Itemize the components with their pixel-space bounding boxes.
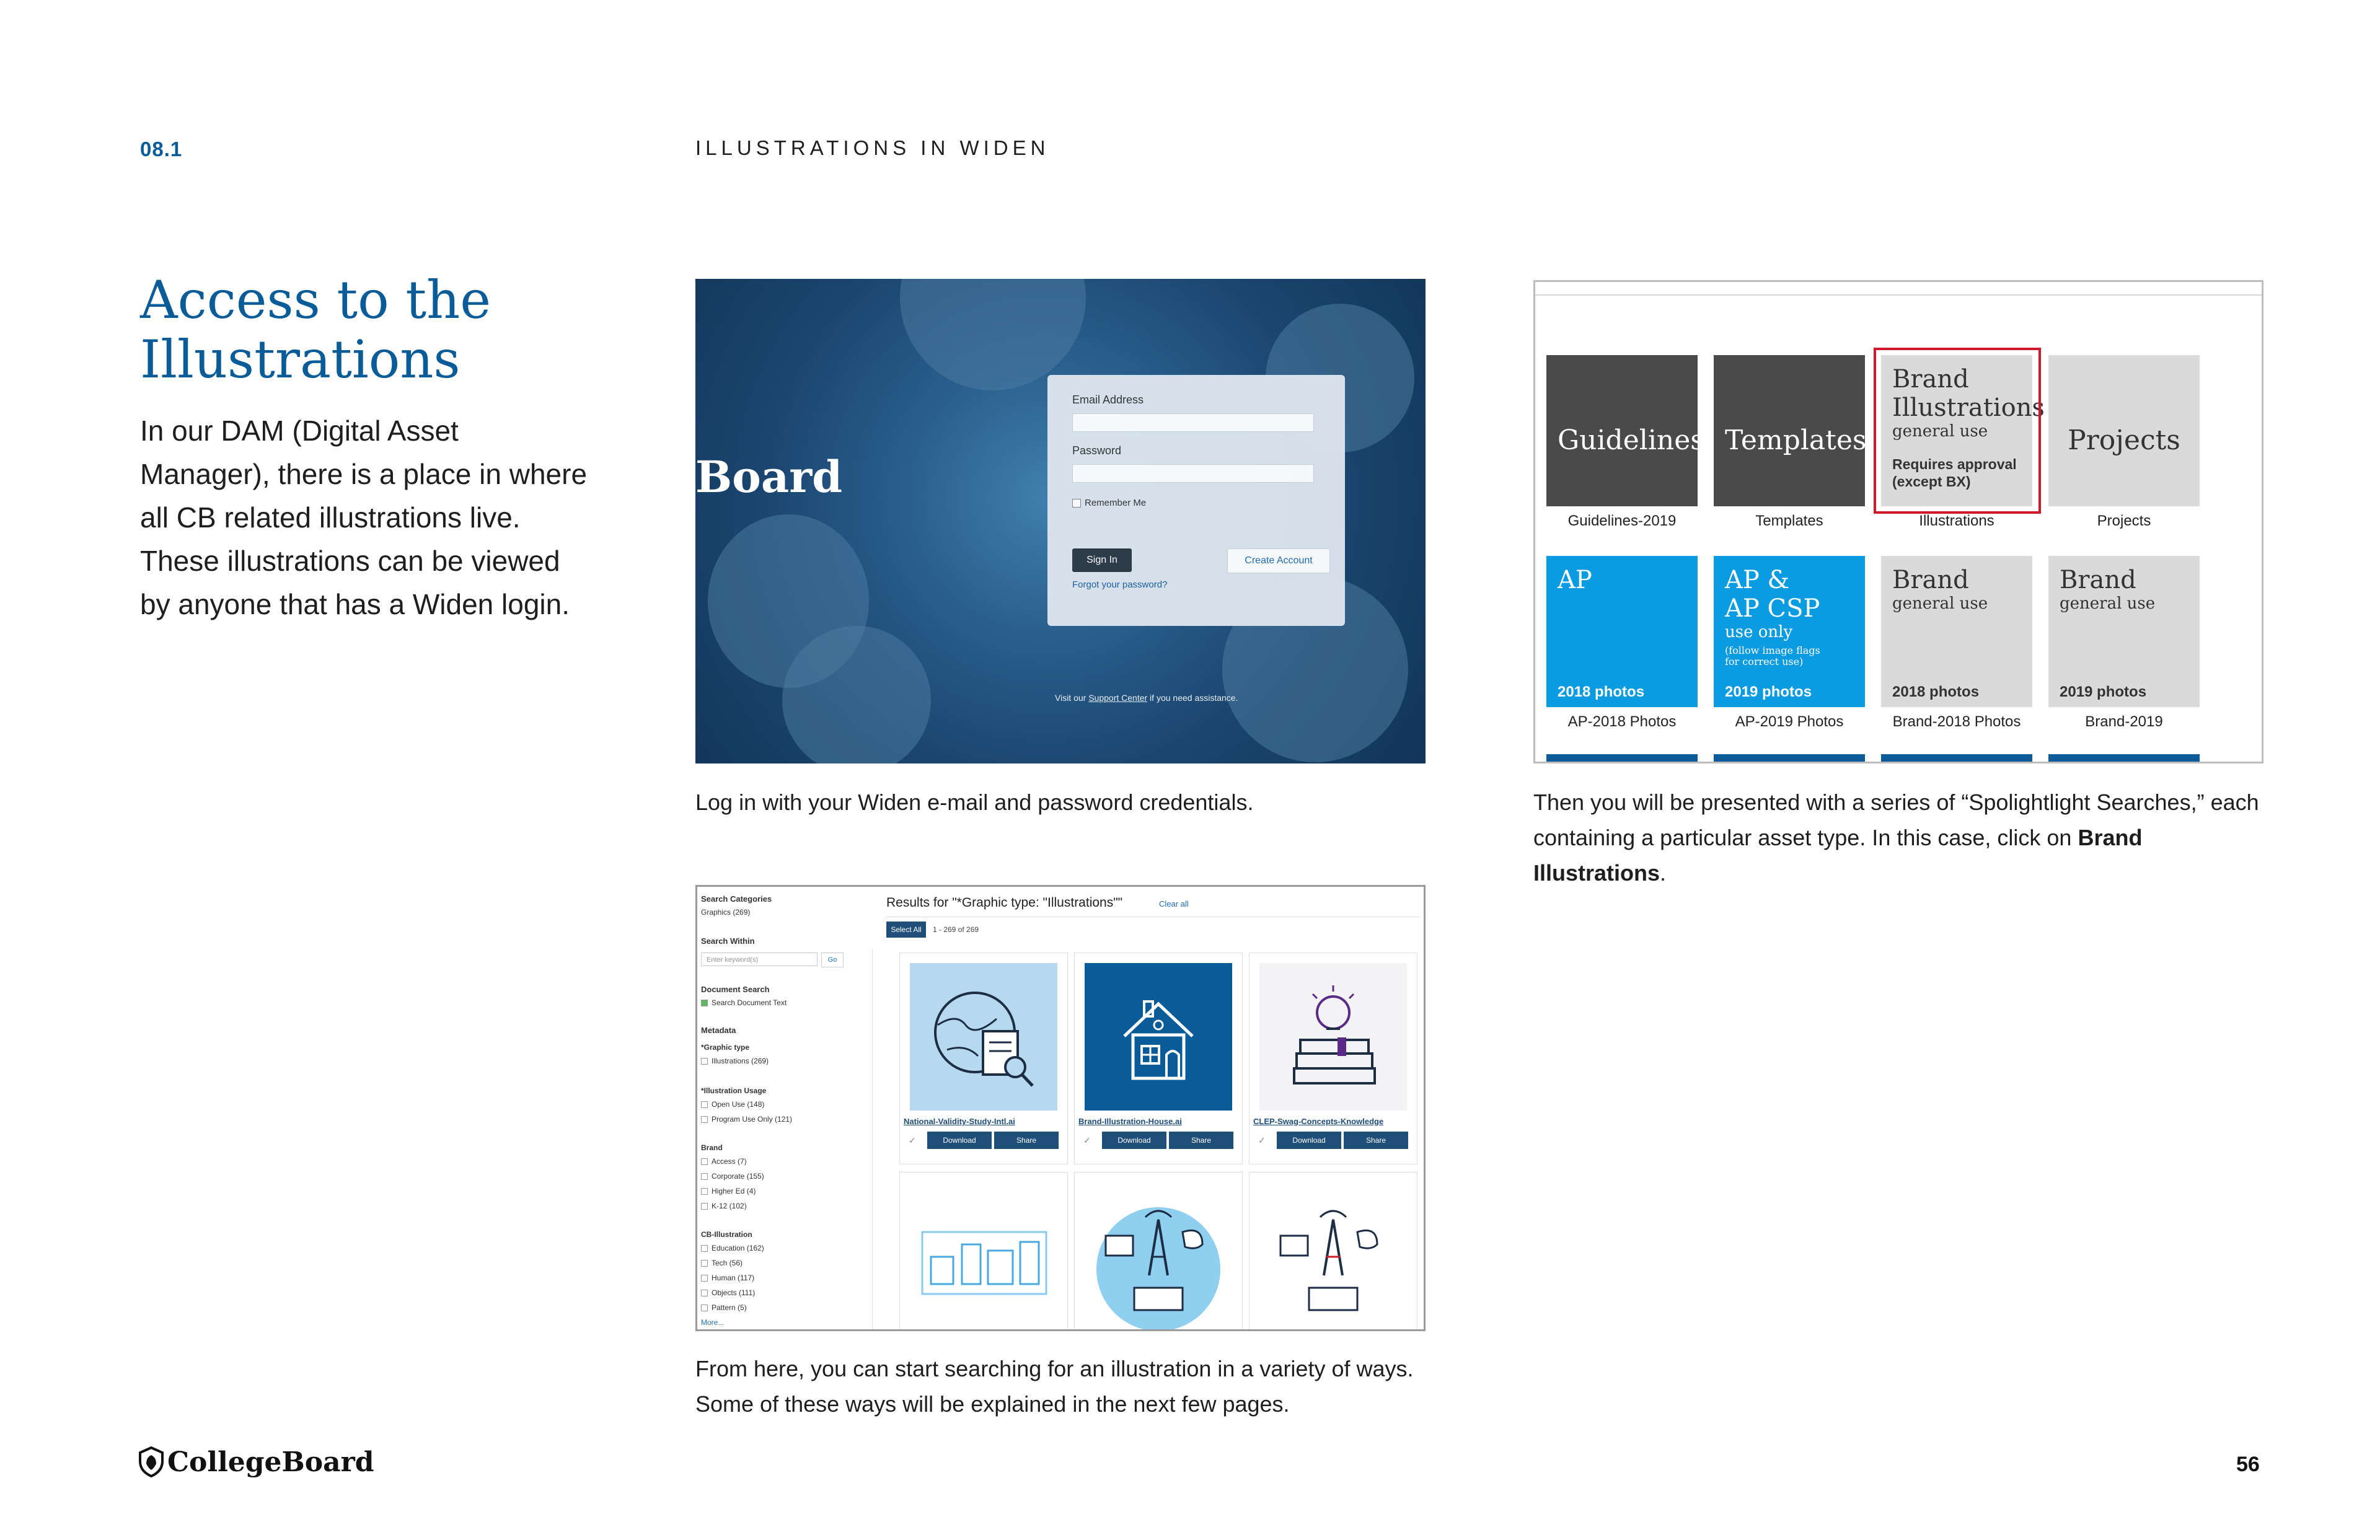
photo-face xyxy=(900,279,1086,390)
checkbox-label: Pattern (5) xyxy=(712,1303,747,1312)
tile-subtitle: use only xyxy=(1725,623,1793,641)
checkbox-icon xyxy=(701,1158,708,1165)
tile-title: Brand xyxy=(1892,365,1969,394)
sidebar-heading: Search Within xyxy=(701,936,755,946)
checkbox-icon xyxy=(701,1290,708,1296)
tile-title: AP CSP xyxy=(1725,594,1820,623)
support-note xyxy=(1055,693,1238,703)
sidebar-checkbox[interactable] xyxy=(701,1244,764,1252)
support-center-link[interactable]: Support Center xyxy=(1088,693,1148,703)
tile-note: (follow image flags xyxy=(1725,645,1820,656)
sidebar-checkbox[interactable] xyxy=(701,998,787,1007)
download-button[interactable]: Download xyxy=(927,1132,992,1149)
checkbox-icon xyxy=(701,1116,708,1123)
caption-line: Some of these ways will be explained in the next few pages. xyxy=(695,1391,1290,1417)
go-button[interactable]: Go xyxy=(821,953,844,967)
globe-document-icon xyxy=(910,963,1057,1111)
file-name-link[interactable]: Brand-Illustration-House.ai xyxy=(1078,1117,1182,1126)
caption-search xyxy=(695,1351,1414,1422)
logo-text: CollegeBoard xyxy=(167,1446,374,1478)
tile-label: Projects xyxy=(2097,513,2151,529)
support-prefix: Visit our xyxy=(1055,693,1089,703)
communication-tower-icon xyxy=(1085,1182,1232,1330)
sidebar-checkbox[interactable] xyxy=(701,1288,755,1297)
password-field[interactable] xyxy=(1072,464,1314,483)
tile-ap-2018[interactable] xyxy=(1546,556,1698,707)
checkbox-icon xyxy=(701,1305,708,1311)
intro-paragraph xyxy=(140,409,624,626)
checkbox-label: Corporate (155) xyxy=(712,1172,764,1181)
checkbox-icon xyxy=(701,1058,708,1065)
city-pattern-icon xyxy=(910,1182,1057,1330)
file-name-link[interactable]: National-Validity-Study-Intl.ai xyxy=(904,1117,1015,1126)
caption-line: From here, you can start searching for an illustration in a variety of ways. xyxy=(695,1356,1414,1381)
result-card[interactable] xyxy=(1074,1172,1243,1331)
share-button[interactable]: Share xyxy=(1344,1132,1408,1149)
create-account-button[interactable]: Create Account xyxy=(1227,548,1330,573)
tile-label: Guidelines-2019 xyxy=(1567,513,1677,529)
sidebar-checkbox[interactable] xyxy=(701,1157,747,1166)
acorn-shield-icon xyxy=(138,1445,165,1477)
result-card[interactable] xyxy=(1074,953,1243,1164)
tile-title: Brand xyxy=(1892,566,1969,594)
sidebar-checkbox[interactable] xyxy=(701,1259,743,1267)
tile-subtitle: general use xyxy=(2060,594,2156,613)
caption-bold: Brand Illustrations xyxy=(1533,825,2143,886)
collegeboard-logo xyxy=(138,1445,374,1478)
tile-label: AP-2019 Photos xyxy=(1735,713,1844,730)
intro-line: Manager), there is a place in where xyxy=(140,458,588,490)
support-suffix: if you need assistance. xyxy=(1147,693,1238,703)
tile-subtitle: general use xyxy=(1892,422,1988,441)
caption-login: Log in with your Widen e-mail and password credentials. xyxy=(695,790,1254,815)
checkbox-icon xyxy=(701,1000,708,1006)
tile-ap-2019[interactable] xyxy=(1714,556,1865,707)
tile-title: Illustrations xyxy=(1892,394,2045,422)
tile-brand-2018[interactable] xyxy=(1881,556,2032,707)
tile-brand-2019[interactable] xyxy=(2048,556,2200,707)
remember-label: Remember Me xyxy=(1085,498,1147,508)
check-icon[interactable]: ✓ xyxy=(1083,1135,1091,1145)
top-bar xyxy=(1535,282,2262,296)
tile-note: for correct use) xyxy=(1725,656,1804,667)
tile-note: Requires approval xyxy=(1892,456,2017,472)
checkbox-label: K-12 (102) xyxy=(712,1202,747,1210)
result-card[interactable] xyxy=(899,1172,1068,1331)
result-card[interactable] xyxy=(899,953,1068,1164)
checkbox-label: Search Document Text xyxy=(712,998,787,1007)
section-title: ILLUSTRATIONS IN WIDEN xyxy=(695,136,1050,159)
tile-title: Guidelines xyxy=(1558,425,1704,456)
tile-stripe xyxy=(1714,754,1865,763)
section-number: 08.1 xyxy=(140,138,183,161)
share-button[interactable]: Share xyxy=(1169,1132,1233,1149)
search-screenshot xyxy=(695,885,1426,1331)
intro-line: by anyone that has a Widen login. xyxy=(140,588,570,620)
sidebar-subheading: *Graphic type xyxy=(701,1043,750,1052)
intro-line: all CB related illustrations live. xyxy=(140,501,521,534)
tile-label: Templates xyxy=(1755,513,1823,529)
checkbox-label: Education (162) xyxy=(712,1244,764,1252)
download-button[interactable]: Download xyxy=(1102,1132,1166,1149)
result-card[interactable] xyxy=(1249,1172,1417,1331)
house-icon xyxy=(1085,963,1232,1111)
tile-footer: 2019 photos xyxy=(1725,684,1812,700)
caption-text: Then you will be presented with a series of “Spolightlight Searches,” each containing a particular asset type. In this case, click on xyxy=(1533,790,2259,850)
results-range: 1 - 269 of 269 xyxy=(933,925,979,934)
tile-title: Projects xyxy=(2068,425,2180,456)
sidebar-checkbox[interactable] xyxy=(701,1100,764,1109)
checkbox-label: Open Use (148) xyxy=(712,1100,765,1109)
checkbox-icon xyxy=(701,1173,708,1180)
more-link[interactable]: More... xyxy=(701,1318,725,1327)
remember-checkbox[interactable] xyxy=(1072,499,1081,508)
tile-label: Brand-2019 xyxy=(2085,713,2163,730)
sidebar-checkbox[interactable] xyxy=(701,1202,747,1210)
sign-in-button[interactable]: Sign In xyxy=(1072,548,1132,572)
communication-tower-icon xyxy=(1259,1182,1407,1330)
highlight-box xyxy=(1874,348,2045,514)
sidebar-heading: Metadata xyxy=(701,1026,736,1035)
checkbox-icon xyxy=(701,1275,708,1282)
checkbox-label: Human (117) xyxy=(712,1274,755,1282)
checkbox-label: Illustrations (269) xyxy=(712,1057,769,1065)
email-label: Email Address xyxy=(1072,394,1144,406)
heading-line: Access to the xyxy=(140,270,491,330)
tile-subtitle: general use xyxy=(1892,594,1988,613)
share-button[interactable]: Share xyxy=(994,1132,1059,1149)
tile-title: AP & xyxy=(1725,566,1790,594)
tile-templates[interactable] xyxy=(1714,355,1865,506)
intro-line: In our DAM (Digital Asset xyxy=(140,415,459,447)
checkbox-label: Access (7) xyxy=(712,1157,747,1166)
check-icon[interactable]: ✓ xyxy=(909,1135,916,1145)
keyword-input[interactable]: Enter keyword(s) xyxy=(701,953,818,966)
results-title: Results for "*Graphic type: "Illustrations"" xyxy=(886,895,1123,910)
checkbox-label: Program Use Only (121) xyxy=(712,1115,793,1124)
file-name-link[interactable]: CLEP-Swag-Concepts-Knowledge xyxy=(1253,1117,1384,1126)
password-label: Password xyxy=(1072,444,1122,457)
sidebar-checkbox[interactable] xyxy=(701,1187,756,1195)
tile-title: Templates xyxy=(1725,425,1867,456)
checkbox-label: Objects (111) xyxy=(712,1288,756,1297)
tile-title: Brand xyxy=(2060,566,2136,594)
sidebar-subheading: Brand xyxy=(701,1143,723,1152)
checkbox-icon xyxy=(701,1188,708,1195)
checkbox-icon xyxy=(701,1245,708,1252)
tile-projects[interactable] xyxy=(2048,355,2200,506)
caption-spotlight xyxy=(1533,785,2277,891)
sidebar-checkbox[interactable] xyxy=(701,1274,754,1282)
checkbox-label: Tech (56) xyxy=(712,1259,743,1267)
login-card xyxy=(1047,375,1345,626)
tile-stripe xyxy=(1881,754,2032,763)
sidebar-checkbox[interactable] xyxy=(701,1303,747,1312)
download-button[interactable]: Download xyxy=(1277,1132,1341,1149)
page-number: 56 xyxy=(2236,1453,2260,1476)
result-card[interactable] xyxy=(1249,953,1417,1164)
login-screenshot xyxy=(695,279,1426,763)
tile-stripe xyxy=(1546,754,1698,763)
sidebar-checkbox[interactable] xyxy=(701,1057,769,1065)
clear-all-link[interactable]: Clear all xyxy=(1159,899,1189,909)
photo-face xyxy=(782,626,931,763)
checkbox-icon xyxy=(701,1260,708,1267)
sidebar-heading: Document Search xyxy=(701,985,770,994)
tile-title: AP xyxy=(1558,566,1592,594)
tile-footer: 2018 photos xyxy=(1892,684,1980,700)
page-heading xyxy=(140,270,624,389)
spotlight-screenshot xyxy=(1533,280,2263,763)
caption-text: . xyxy=(1660,860,1667,886)
tile-label: AP-2018 Photos xyxy=(1567,713,1677,730)
sidebar-checkbox[interactable] xyxy=(701,1172,764,1181)
select-all-button[interactable]: Select All xyxy=(886,922,926,938)
board-logo-text: Board xyxy=(695,451,843,503)
sidebar-checkbox[interactable] xyxy=(701,1115,792,1124)
sidebar-subheading: CB-Illustration xyxy=(701,1230,752,1239)
tile-guidelines[interactable] xyxy=(1546,355,1704,506)
intro-line: These illustrations can be viewed xyxy=(140,545,560,577)
checkbox-icon xyxy=(701,1101,708,1108)
sidebar-heading: Search Categories xyxy=(701,894,772,904)
tile-stripe xyxy=(2048,754,2200,763)
sidebar-subheading: *Illustration Usage xyxy=(701,1086,767,1095)
tile-footer: 2019 photos xyxy=(2060,684,2147,700)
heading-line: Illustrations xyxy=(140,329,461,390)
divider xyxy=(872,949,873,1331)
email-field[interactable] xyxy=(1072,413,1314,432)
sidebar-item[interactable]: Graphics (269) xyxy=(701,908,751,917)
tile-note: (except BX) xyxy=(1892,473,1971,490)
lightbulb-books-icon xyxy=(1259,963,1407,1111)
tile-label: Illustrations xyxy=(1919,513,1994,529)
tile-label: Brand-2018 Photos xyxy=(1892,713,2021,730)
checkbox-icon xyxy=(701,1203,708,1210)
tile-footer: 2018 photos xyxy=(1558,684,1645,700)
forgot-password-link[interactable]: Forgot your password? xyxy=(1072,579,1168,590)
check-icon[interactable]: ✓ xyxy=(1258,1135,1266,1145)
checkbox-label: Higher Ed (4) xyxy=(712,1187,756,1195)
